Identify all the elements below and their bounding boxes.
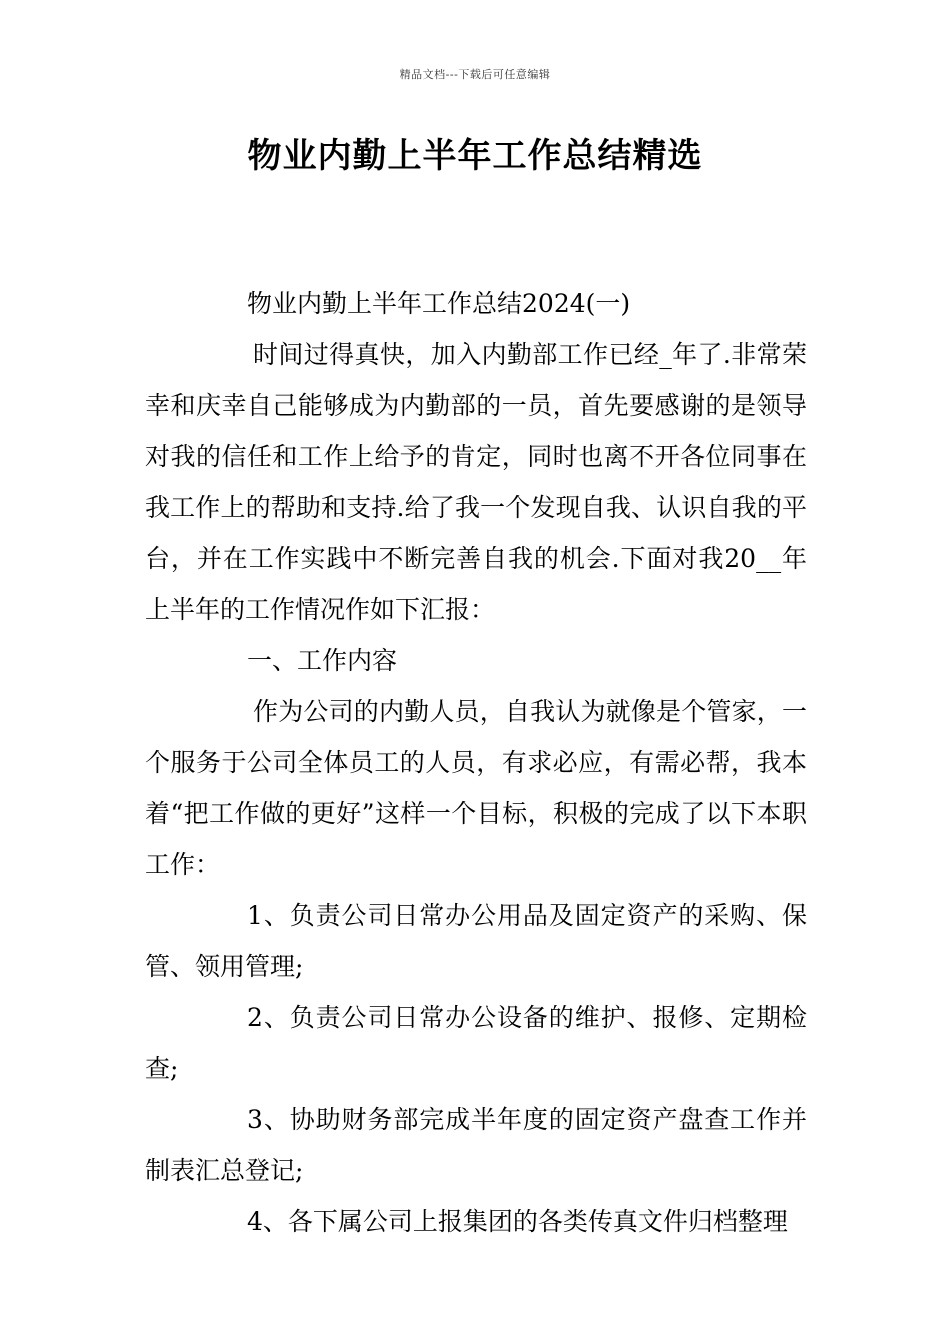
list-item: 1、负责公司日常办公用品及固定资产的采购、保管、领用管理; <box>145 901 807 981</box>
document-body <box>145 278 807 1247</box>
document-subtitle: 物业内勤上半年工作总结2024(一) <box>247 289 631 318</box>
section-heading-work-content: 一、工作内容 <box>247 646 398 675</box>
list-item: 2、负责公司日常办公设备的维护、报修、定期检查; <box>145 1003 807 1083</box>
document-title: 物业内勤上半年工作总结精选 <box>247 136 703 176</box>
intro-paragraph: 时间过得真快，加入内勤部工作已经_年了.非常荣幸和庆幸自己能够成为内勤部的一员，首先要感谢的是领导对我的信任和工作上给予的肯定，同时也离不开各位同事在我工作上的帮助和支持.给了我一个发现自我、认识自我的平台，并在工作实践中不断完善自我的机会.下面对我20__年上半年的工作情况作如下汇报： <box>145 340 807 624</box>
list-item: 4、各下属公司上报集团的各类传真文件归档整理 <box>247 1207 788 1236</box>
page-header-note: 精品文档---下载后可任意编辑 <box>399 68 551 81</box>
list-item: 3、协助财务部完成半年度的固定资产盘查工作并制表汇总登记; <box>145 1105 807 1185</box>
role-paragraph: 作为公司的内勤人员，自我认为就像是个管家，一个服务于公司全体员工的人员，有求必应，有需必帮，我本着“把工作做的更好”这样一个目标，积极的完成了以下本职工作： <box>145 697 807 879</box>
